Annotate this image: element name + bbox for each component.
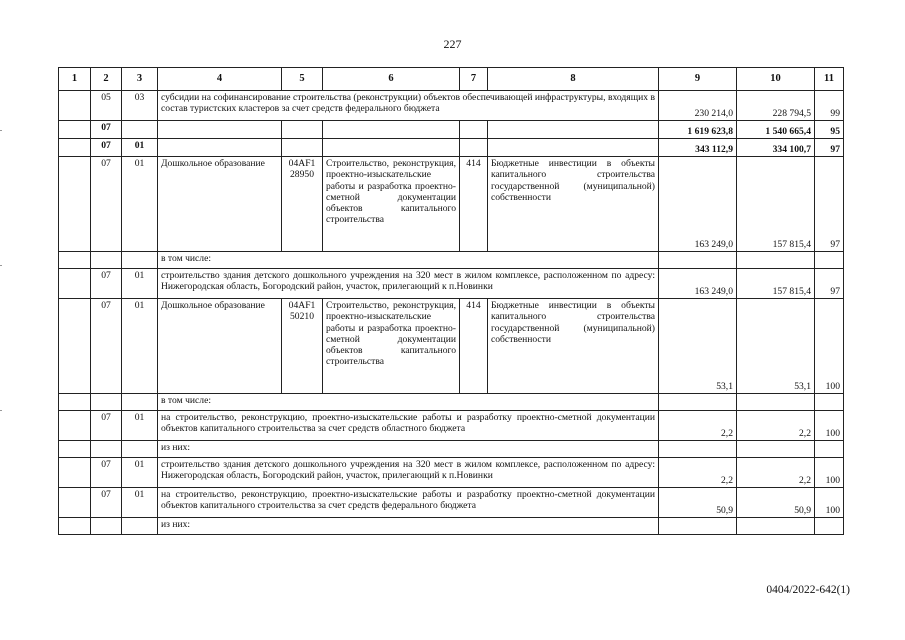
expense-type-name: Бюджетные инвестиции в объекты капитального строительства государственной (муниципальной) собственности <box>488 157 659 252</box>
header-cell: 1 <box>59 68 91 91</box>
header-cell: 8 <box>488 68 659 91</box>
execution-percent: 95 <box>815 121 844 139</box>
section-name: Дошкольное образование <box>158 157 282 252</box>
section-code: 07 <box>91 299 122 394</box>
section-code: 05 <box>91 91 122 121</box>
document-code: 0404/2022-642(1) <box>766 584 850 596</box>
header-cell: 11 <box>815 68 844 91</box>
table-row <box>59 441 844 458</box>
target-article-name: Строительство, реконструкция, проектно-изыскательские работы и разработка проектно-сметной документации объектов капитального строительства <box>323 157 460 252</box>
actual-amount: 2,2 <box>737 458 815 488</box>
row-description: строительство здания детского дошкольного учреждения на 320 мест в жилом комплексе, расположенном по адресу: Нижегородская область, Богородский район, участок, прилегающий к п.Новинки <box>158 458 659 488</box>
planned-amount: 2,2 <box>659 411 737 441</box>
actual-amount: 157 815,4 <box>737 269 815 299</box>
actual-amount: 228 794,5 <box>737 91 815 121</box>
expense-type-name: Бюджетные инвестиции в объекты капитального строительства государственной (муниципальной) собственности <box>488 299 659 394</box>
section-code: 07 <box>91 488 122 518</box>
margin-mark <box>0 410 2 411</box>
header-cell: 6 <box>323 68 460 91</box>
section-code: 07 <box>91 458 122 488</box>
subsection-code: 01 <box>122 458 158 488</box>
section-code: 07 <box>91 411 122 441</box>
actual-amount: 1 540 665,4 <box>737 121 815 139</box>
header-cell: 3 <box>122 68 158 91</box>
table-row <box>59 252 844 269</box>
section-code: 07 <box>91 157 122 252</box>
row-description: на строительство, реконструкцию, проектно-изыскательские работы и разработку проектно-сметной документации объектов капитального строительства за счет средств областного бюджета <box>158 411 659 441</box>
row-description: строительство здания детского дошкольного учреждения на 320 мест в жилом комплексе, расположенном по адресу: Нижегородская область, Богородский район, участок, прилегающий к п.Новинки <box>158 269 659 299</box>
page-number: 227 <box>443 37 462 51</box>
execution-percent: 100 <box>815 458 844 488</box>
planned-amount: 1 619 623,8 <box>659 121 737 139</box>
actual-amount: 334 100,7 <box>737 139 815 157</box>
header-cell: 10 <box>737 68 815 91</box>
planned-amount: 2,2 <box>659 458 737 488</box>
execution-percent: 100 <box>815 299 844 394</box>
margin-mark <box>0 130 2 131</box>
table-row <box>59 121 844 139</box>
table-row <box>59 91 844 121</box>
margin-mark <box>0 265 2 266</box>
table-row <box>59 411 844 441</box>
planned-amount: 343 112,9 <box>659 139 737 157</box>
table-row <box>59 394 844 411</box>
expense-type-code: 414 <box>460 157 488 252</box>
expense-type-code: 414 <box>460 299 488 394</box>
table-row <box>59 458 844 488</box>
subsection-code: 01 <box>122 269 158 299</box>
target-article-code: 04AF1 50210 <box>282 299 323 394</box>
subsection-code: 01 <box>122 299 158 394</box>
header-cell: 4 <box>158 68 282 91</box>
target-article-name: Строительство, реконструкция, проектно-изыскательские работы и разработка проектно-сметной документации объектов капитального строительства <box>323 299 460 394</box>
subsection-code: 01 <box>122 411 158 441</box>
actual-amount: 53,1 <box>737 299 815 394</box>
planned-amount: 163 249,0 <box>659 157 737 252</box>
actual-amount: 157 815,4 <box>737 157 815 252</box>
subsection-code: 01 <box>122 488 158 518</box>
header-cell: 5 <box>282 68 323 91</box>
execution-percent: 97 <box>815 269 844 299</box>
table-row <box>59 518 844 535</box>
target-article-code: 04AF1 28950 <box>282 157 323 252</box>
subsection-code: 01 <box>122 139 158 157</box>
budget-table <box>58 67 844 535</box>
section-code: 07 <box>91 269 122 299</box>
header-cell: 9 <box>659 68 737 91</box>
actual-amount: 50,9 <box>737 488 815 518</box>
table-row <box>59 269 844 299</box>
row-description: из них: <box>158 441 659 458</box>
planned-amount: 50,9 <box>659 488 737 518</box>
planned-amount: 230 214,0 <box>659 91 737 121</box>
header-cell: 2 <box>91 68 122 91</box>
section-name: Дошкольное образование <box>158 299 282 394</box>
planned-amount: 53,1 <box>659 299 737 394</box>
header-cell: 7 <box>460 68 488 91</box>
row-description: из них: <box>158 518 659 535</box>
row-description: на строительство, реконструкцию, проектно-изыскательские работы и разработку проектно-сметной документации объектов капитального строительства за счет средств федерального бюджета <box>158 488 659 518</box>
execution-percent: 97 <box>815 157 844 252</box>
planned-amount: 163 249,0 <box>659 269 737 299</box>
execution-percent: 99 <box>815 91 844 121</box>
section-code: 07 <box>91 139 122 157</box>
table-row <box>59 139 844 157</box>
table-row <box>59 299 844 394</box>
subsection-code: 03 <box>122 91 158 121</box>
row-description: в том числе: <box>158 252 659 269</box>
table-row <box>59 157 844 252</box>
row-description: в том числе: <box>158 394 659 411</box>
actual-amount: 2,2 <box>737 411 815 441</box>
header-row <box>59 68 844 91</box>
execution-percent: 100 <box>815 488 844 518</box>
row-description: субсидии на софинансирование строительства (реконструкции) объектов обеспечивающей инфраструктуры, входящих в состав туристских кластеров за счет средств федерального бюджета <box>158 91 659 121</box>
section-code: 07 <box>91 121 122 139</box>
execution-percent: 97 <box>815 139 844 157</box>
table-row <box>59 488 844 518</box>
subsection-code: 01 <box>122 157 158 252</box>
execution-percent: 100 <box>815 411 844 441</box>
